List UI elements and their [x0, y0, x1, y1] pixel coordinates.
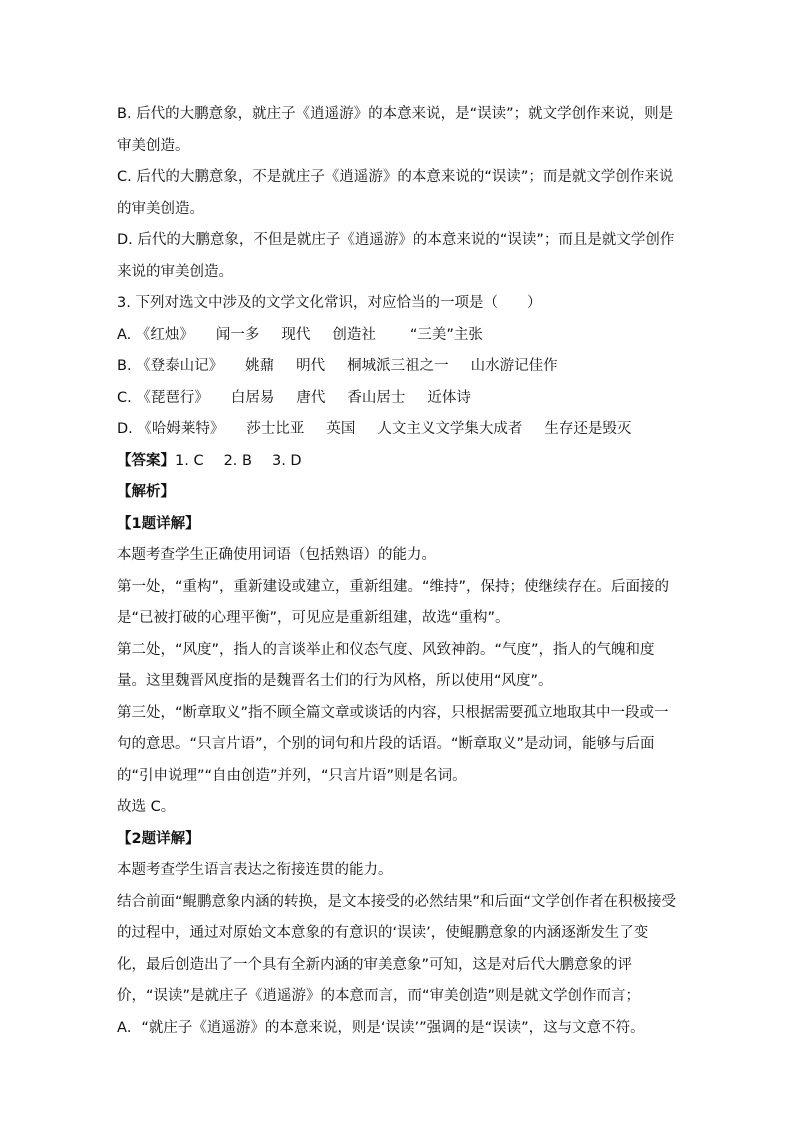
q3-option-cell: B. 《登泰山记》 [117, 358, 224, 374]
q3-option-cell: C. 《琵琶行》 [117, 389, 209, 406]
q3-option-b [117, 351, 677, 383]
q3-option-cell: 近体诗 [427, 389, 471, 406]
q3-option-cell: 白居易 [230, 389, 275, 406]
q3-option-cell: 香山居士 [347, 389, 406, 406]
q1-heading: 【1题详解】 [117, 515, 200, 532]
answer-label: 【答案】 [117, 452, 175, 469]
q3-option-cell: 人文主义文学集大成者 [377, 421, 523, 437]
answer-item: 3. D [271, 452, 302, 469]
q1-paragraph: 故选 C。 [117, 799, 176, 815]
q3-option-cell: 山水游记佳作 [470, 358, 558, 374]
answer-item: 1. C [175, 452, 204, 469]
q1-paragraph: 本题考查学生正确使用词语（包括熟语）的能力。 [117, 547, 436, 563]
q3-option-cell: 莎士比亚 [246, 421, 305, 437]
q3-option-cell: 明代 [296, 358, 326, 374]
q3-option-cell: 唐代 [296, 389, 326, 406]
q3-option-cell: D. 《哈姆莱特》 [117, 421, 225, 437]
q1-paragraph: 第一处，“重构”，重新建设或建立，重新组建。“维持”，保持；使继续存在。后面接的是“已被打破的心理平衡”，可见应是重新组建，故选“重构”。 [117, 578, 670, 626]
question-3: 3. 下列对选文中涉及的文学文化常识，对应恰当的一项是（ ） [117, 295, 542, 311]
q3-option-cell: 英国 [326, 421, 356, 437]
q3-option-cell: A. 《红烛》 [117, 326, 194, 343]
answer-item: 2. B [223, 452, 252, 469]
q2-paragraph: A．“就庄子《逍遥游》的本意来说，则是‘误读’”强调的是“误读”，这与文意不符。 [117, 1019, 645, 1036]
question-3-options [117, 320, 677, 446]
q3-option-cell: 姚鼐 [245, 358, 275, 374]
q3-option-cell: 闻一多 [215, 326, 260, 343]
q3-option-cell: “三美”主张 [409, 326, 483, 343]
q3-option-cell: 现代 [281, 326, 311, 343]
q2-paragraph: 结合前面“鲲鹏意象内涵的转换，是文本接受的必然结果”和后面“文学创作者在积极接受的过程中，通过对原始文本意象的有意识的‘误读’，使鲲鹏意象的内涵逐渐发生了变化，最后创造出了一个具有全新内涵的审美意象”可知，这是对后代大鹏意象的评价，“误读”是就庄子《逍遥游》的本意而言，而“审美创造”则是就文学创作而言； [117, 893, 677, 1004]
q3-option-c [117, 383, 677, 415]
q3-option-cell: 桐城派三祖之一 [347, 358, 449, 374]
q3-option-cell: 创造社 [332, 326, 376, 343]
option-b-line: B. 后代的大鹏意象，就庄子《逍遥游》的本意来说，是“误读”；就文学创作来说，则是审美创造。 [117, 106, 674, 154]
option-d-line: D. 后代的大鹏意象，不但是就庄子《逍遥游》的本意来说的“误读”；而且是就文学创作来说的审美创造。 [117, 232, 675, 280]
option-c-line: C. 后代的大鹏意象，不是就庄子《逍遥游》的本意来说的“误读”；而是就文学创作来说的审美创造。 [117, 169, 674, 217]
q3-option-a [117, 320, 677, 352]
q1-paragraph: 第二处，“风度”，指人的言谈举止和仪态气度、风致神韵。“气度”，指人的气魄和度量。这里魏晋风度指的是魏晋名士们的行为风格，所以使用“风度”。 [117, 641, 655, 689]
analysis-label: 【解析】 [117, 484, 175, 500]
q2-paragraph: 本题考查学生语言表达之衔接连贯的能力。 [117, 862, 393, 878]
answer-line [117, 446, 677, 478]
q3-option-d [117, 414, 677, 446]
q1-paragraph: 第三处，“断章取义”指不顾全篇文章或谈话的内容，只根据需要孤立地取其中一段或一句的意思。“只言片语”，个别的词句和片段的话语。“断章取义”是动词，能够与后面的“引申说理”“自由创造”并列，“只言片语”则是名词。 [117, 704, 669, 784]
document-content [117, 99, 677, 1044]
q2-heading: 【2题详解】 [117, 830, 200, 847]
q3-option-cell: 生存还是毁灭 [544, 421, 632, 437]
